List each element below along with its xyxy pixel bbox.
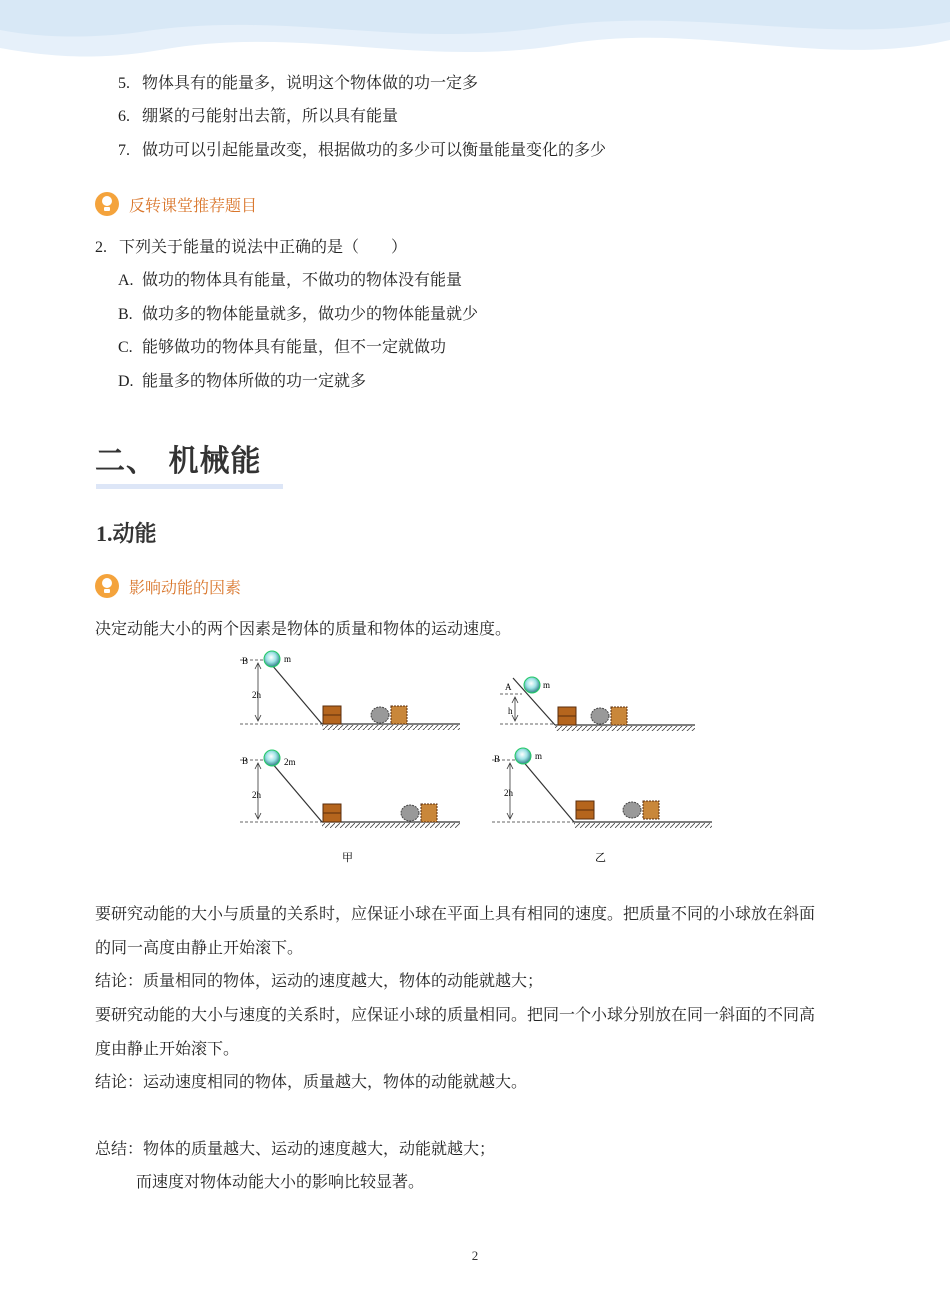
figure-caption-left: 甲 bbox=[342, 851, 353, 864]
body-line-4: 要研究动能的大小与速度的关系时，应保证小球的质量相同。把同一个小球分别放在同一斜面的不同高 bbox=[95, 1005, 816, 1024]
figure-panel-bottom-right bbox=[492, 748, 712, 828]
tip-heading-text: 反转课堂推荐题目 bbox=[129, 195, 258, 215]
body-line-5: 度由静止开始滚下。 bbox=[95, 1039, 240, 1058]
list-item-6 bbox=[118, 106, 398, 127]
label-point: A bbox=[505, 682, 512, 692]
question-number: 2. bbox=[95, 239, 107, 256]
list-item-text: 物体具有的能量多，说明这个物体做的功一定多 bbox=[142, 73, 479, 92]
list-item-number: 5. bbox=[118, 75, 130, 92]
figure-panel-top-right bbox=[500, 677, 695, 731]
option-text: 做功的物体具有能量，不做功的物体没有能量 bbox=[142, 270, 463, 289]
section-title-underline bbox=[96, 484, 283, 489]
header-wave-decoration bbox=[0, 0, 950, 70]
tip-heading-factors bbox=[95, 573, 241, 599]
list-item-7 bbox=[118, 140, 606, 161]
lightbulb-icon bbox=[95, 192, 119, 216]
option-text: 能够做功的物体具有能量，但不一定就做功 bbox=[142, 337, 447, 356]
section-title: 二、 机械能 bbox=[95, 444, 262, 479]
list-item-number: 7. bbox=[118, 142, 130, 159]
kinetic-energy-experiment-figure bbox=[230, 648, 720, 868]
option-label: C. bbox=[118, 339, 133, 356]
option-label: A. bbox=[118, 272, 134, 289]
option-b bbox=[118, 304, 478, 325]
summary-line-2: 而速度对物体动能大小的影响比较显著。 bbox=[136, 1172, 425, 1191]
label-point: B bbox=[494, 754, 501, 764]
list-item-text: 做功可以引起能量改变，根据做功的多少可以衡量能量变化的多少 bbox=[142, 140, 607, 159]
label-height: 2h bbox=[252, 790, 261, 800]
option-c bbox=[118, 337, 446, 358]
summary-line-1: 总结：物体的质量越大、运动的速度越大，动能就越大； bbox=[95, 1139, 496, 1158]
option-text: 做功多的物体能量就多，做功少的物体能量就少 bbox=[142, 304, 479, 323]
label-mass: m bbox=[535, 751, 543, 761]
subsection-text: 动能 bbox=[112, 522, 157, 547]
figure-panel-top-left bbox=[240, 651, 460, 730]
option-a bbox=[118, 270, 462, 291]
list-item-5 bbox=[118, 73, 478, 94]
tip-heading-recommended bbox=[95, 191, 257, 217]
list-item-text: 绷紧的弓能射出去箭，所以具有能量 bbox=[142, 106, 399, 125]
figure-panel-bottom-left bbox=[240, 750, 460, 828]
label-height: 2h bbox=[252, 690, 261, 700]
option-label: B. bbox=[118, 306, 133, 323]
label-height: h bbox=[508, 706, 513, 716]
page-number: 2 bbox=[471, 1248, 479, 1263]
body-line-1: 要研究动能的大小与质量的关系时，应保证小球在平面上具有相同的速度。把质量不同的小球放在斜面 bbox=[95, 904, 816, 923]
option-d bbox=[118, 371, 366, 392]
option-label: D. bbox=[118, 373, 134, 390]
label-point: B bbox=[242, 756, 249, 766]
figure-caption-right: 乙 bbox=[595, 851, 606, 864]
label-height: 2h bbox=[504, 788, 513, 798]
question-text: 下列关于能量的说法中正确的是（ ） bbox=[119, 237, 408, 256]
body-line-2: 的同一高度由静止开始滚下。 bbox=[95, 938, 304, 957]
intro-paragraph: 决定动能大小的两个因素是物体的质量和物体的运动速度。 bbox=[95, 619, 512, 638]
tip-heading-text: 影响动能的因素 bbox=[129, 577, 242, 597]
lightbulb-icon bbox=[95, 574, 119, 598]
label-mass: 2m bbox=[284, 757, 296, 767]
option-text: 能量多的物体所做的功一定就多 bbox=[142, 371, 367, 390]
label-point: B bbox=[242, 656, 249, 666]
label-mass: m bbox=[284, 654, 292, 664]
list-item-number: 6. bbox=[118, 108, 130, 125]
subsection-title bbox=[96, 517, 157, 548]
body-line-6: 结论：运动速度相同的物体，质量越大，物体的动能就越大。 bbox=[95, 1072, 528, 1091]
subsection-number: 1. bbox=[96, 521, 113, 546]
question-stem bbox=[95, 237, 407, 258]
label-mass: m bbox=[543, 680, 551, 690]
body-line-3: 结论：质量相同的物体，运动的速度越大，物体的动能就越大； bbox=[95, 971, 544, 990]
